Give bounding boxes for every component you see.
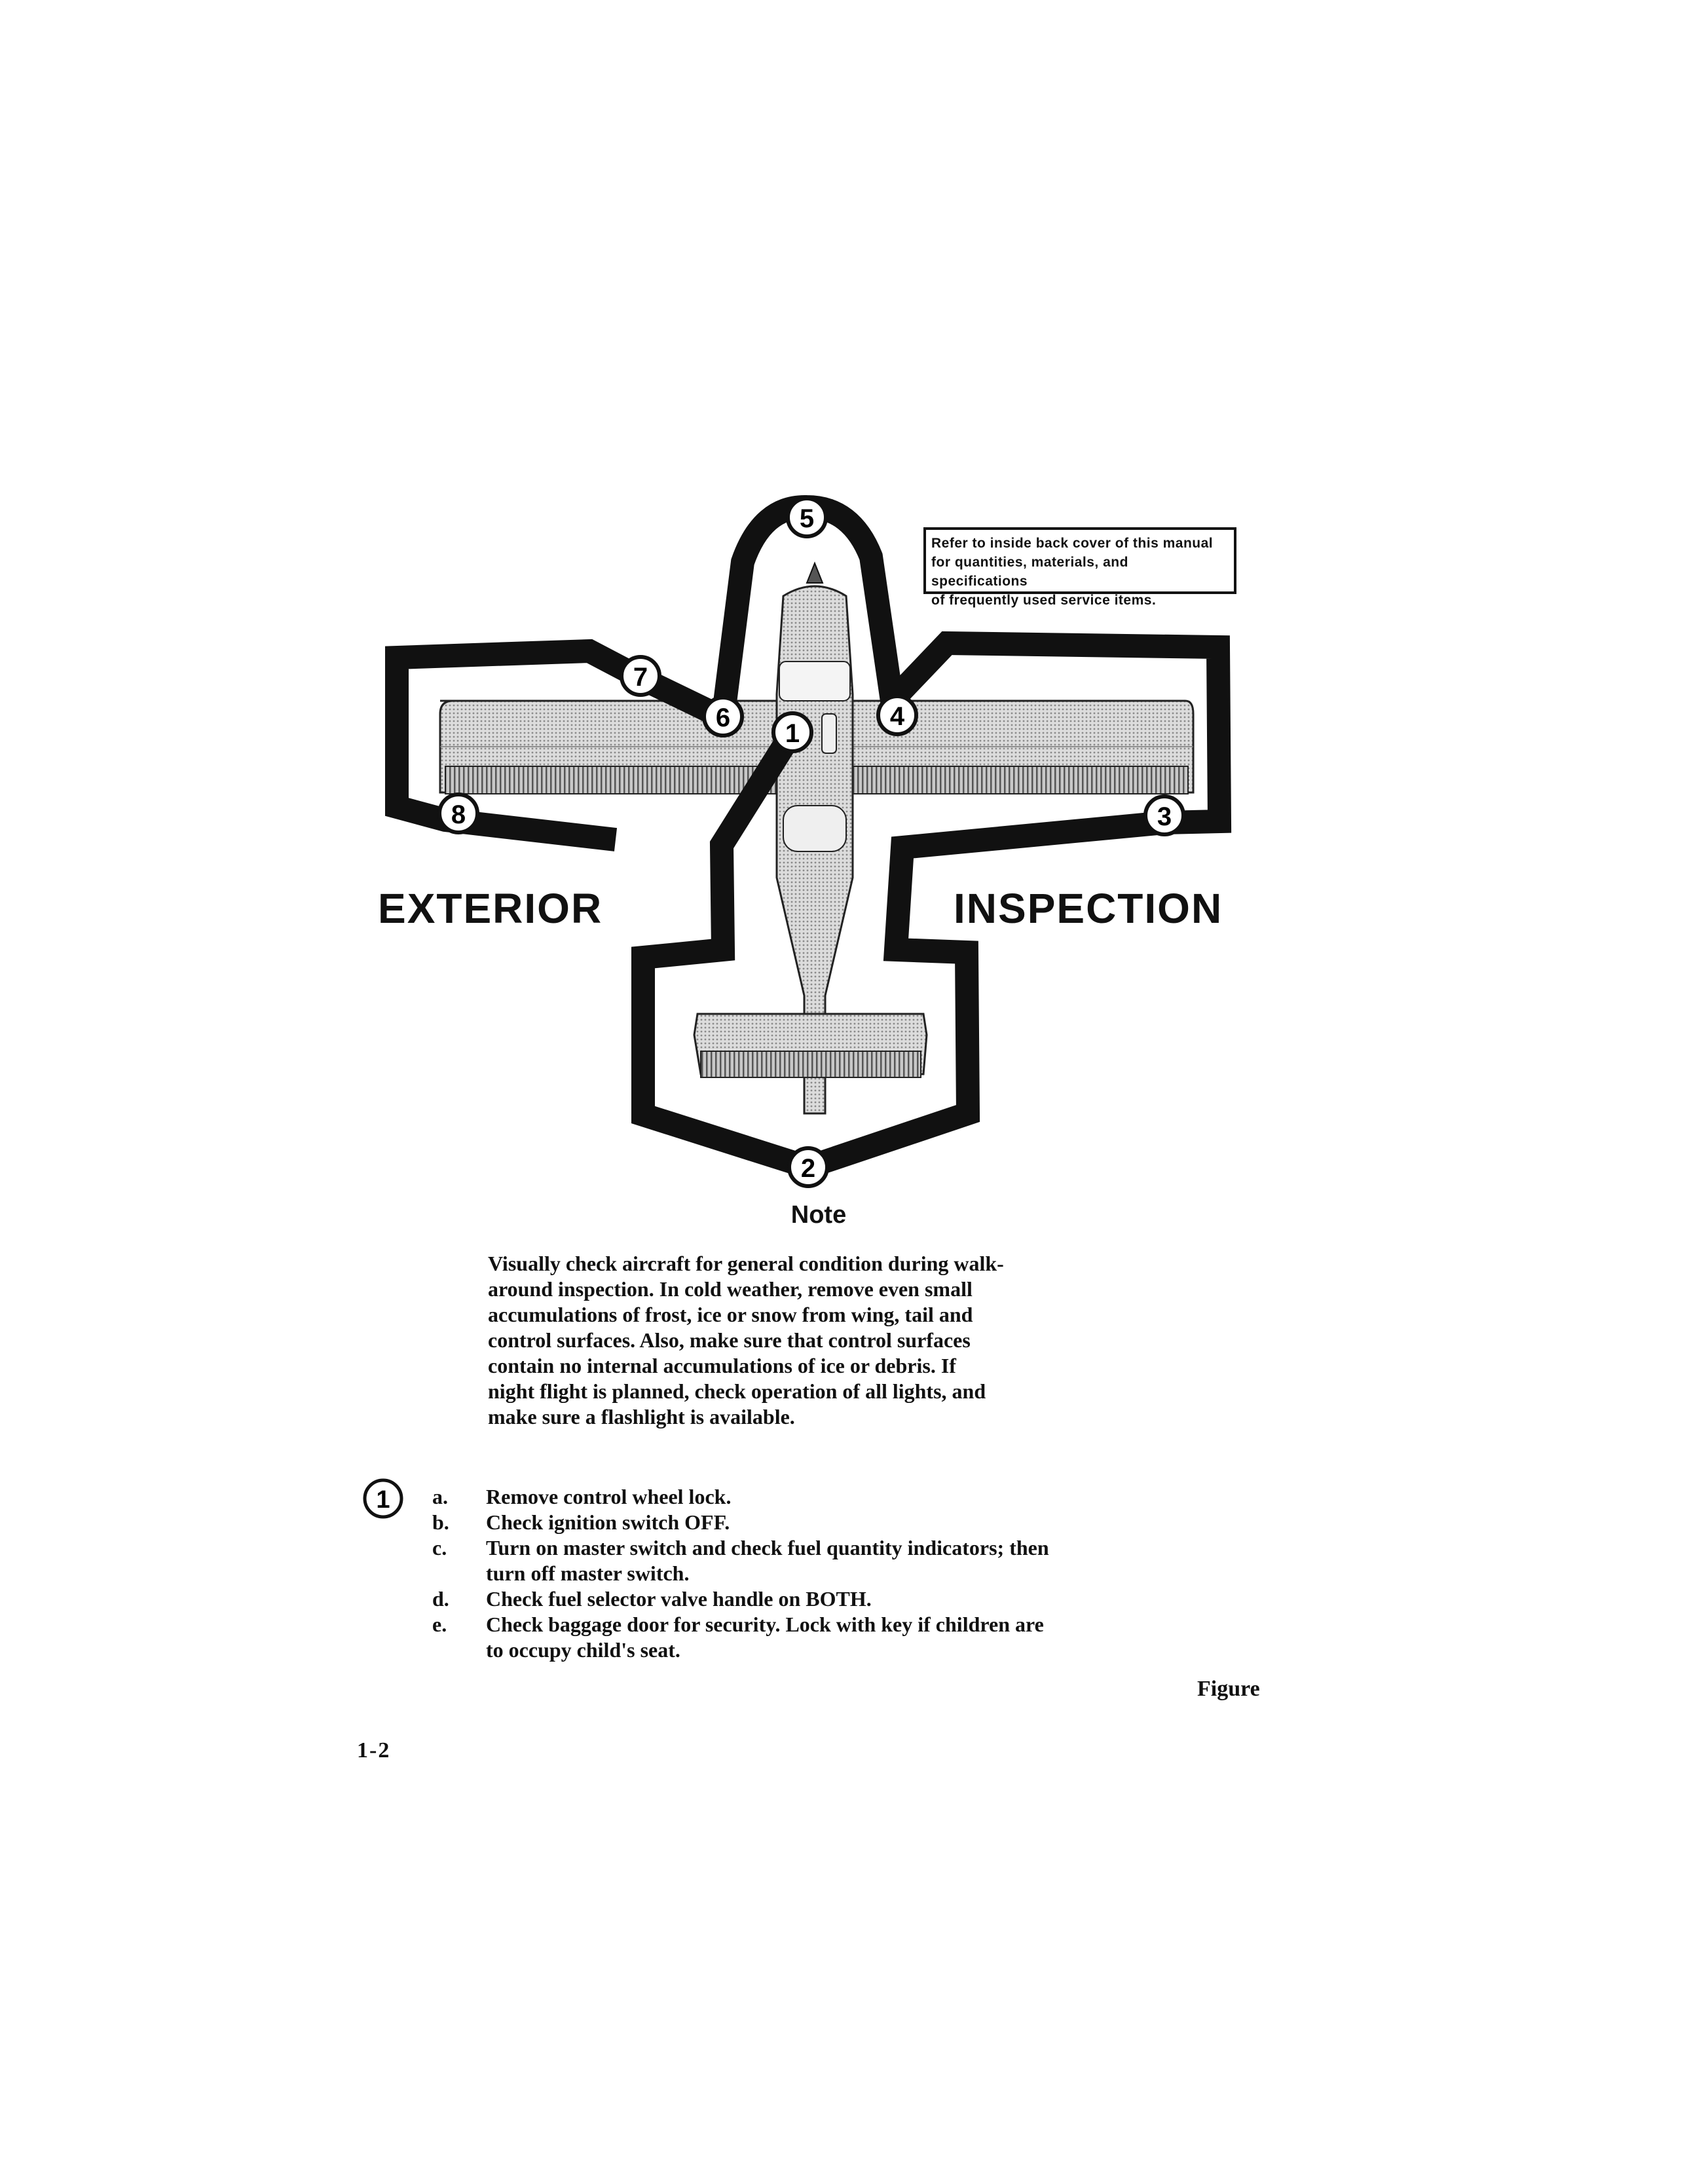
- svg-text:2: 2: [800, 1154, 816, 1183]
- checkpoint-3: [1145, 796, 1183, 834]
- title-inspection: INSPECTION: [954, 885, 1223, 932]
- svg-text:1: 1: [376, 1486, 390, 1514]
- checkpoint-2: [789, 1148, 827, 1186]
- page-number: 1-2: [357, 1738, 391, 1763]
- step-1-marker: [362, 1477, 405, 1520]
- checklist: [432, 1484, 1284, 1663]
- note-body: [488, 1251, 1169, 1430]
- list-item: [432, 1612, 1284, 1663]
- service-reference-line: of frequently used service items.: [931, 593, 1157, 608]
- item-letter: d.: [432, 1587, 449, 1611]
- svg-text:3: 3: [1157, 802, 1172, 831]
- item-text: turn off master switch.: [486, 1561, 690, 1585]
- note-line: contain no internal accumulations of ice or debris. If: [488, 1354, 956, 1377]
- checkpoint-1: [773, 713, 811, 751]
- svg-text:7: 7: [633, 663, 648, 692]
- list-item: [432, 1484, 1284, 1510]
- checkpoint-8: [439, 794, 477, 832]
- note-line: accumulations of frost, ice or snow from wing, tail and: [488, 1303, 973, 1326]
- item-letter: a.: [432, 1485, 448, 1508]
- checkpoint-4: [878, 696, 916, 734]
- item-text: Check fuel selector valve handle on BOTH.: [486, 1587, 872, 1611]
- svg-text:8: 8: [451, 800, 466, 829]
- note-line: night flight is planned, check operation of all lights, and: [488, 1379, 986, 1403]
- note-line: control surfaces. Also, make sure that control surfaces: [488, 1328, 971, 1352]
- item-text: Check ignition switch OFF.: [486, 1510, 730, 1534]
- figure-label: Figure: [1197, 1677, 1260, 1701]
- checkpoint-5: [788, 498, 826, 536]
- item-text: to occupy child's seat.: [486, 1638, 680, 1662]
- svg-text:1: 1: [785, 719, 800, 748]
- checkpoint-7: [622, 657, 659, 695]
- title-exterior: EXTERIOR: [378, 885, 603, 932]
- note-line: Visually check aircraft for general condition during walk-: [488, 1252, 1004, 1275]
- item-letter: e.: [432, 1613, 447, 1636]
- item-letter: b.: [432, 1510, 449, 1534]
- list-item: [432, 1586, 1284, 1612]
- item-text: Check baggage door for security. Lock with key if children are: [486, 1613, 1044, 1636]
- note-line: around inspection. In cold weather, remove even small: [488, 1277, 973, 1301]
- note-line: make sure a flashlight is available.: [488, 1405, 795, 1428]
- note-heading: Note: [790, 1201, 847, 1229]
- service-reference-box: [923, 527, 1236, 608]
- svg-text:5: 5: [799, 504, 815, 533]
- list-item: [432, 1535, 1284, 1586]
- svg-text:4: 4: [889, 702, 905, 731]
- item-text: Remove control wheel lock.: [486, 1485, 732, 1508]
- item-letter: c.: [432, 1536, 447, 1559]
- checkpoint-6: [704, 698, 742, 736]
- service-reference-line: Refer to inside back cover of this manual: [931, 536, 1214, 551]
- list-item: [432, 1510, 1284, 1535]
- horizontal-tail: [694, 1014, 927, 1077]
- item-text: Turn on master switch and check fuel quantity indicators; then: [486, 1536, 1049, 1559]
- service-reference-line: for quantities, materials, and specifications: [931, 555, 1128, 589]
- svg-text:6: 6: [715, 703, 731, 732]
